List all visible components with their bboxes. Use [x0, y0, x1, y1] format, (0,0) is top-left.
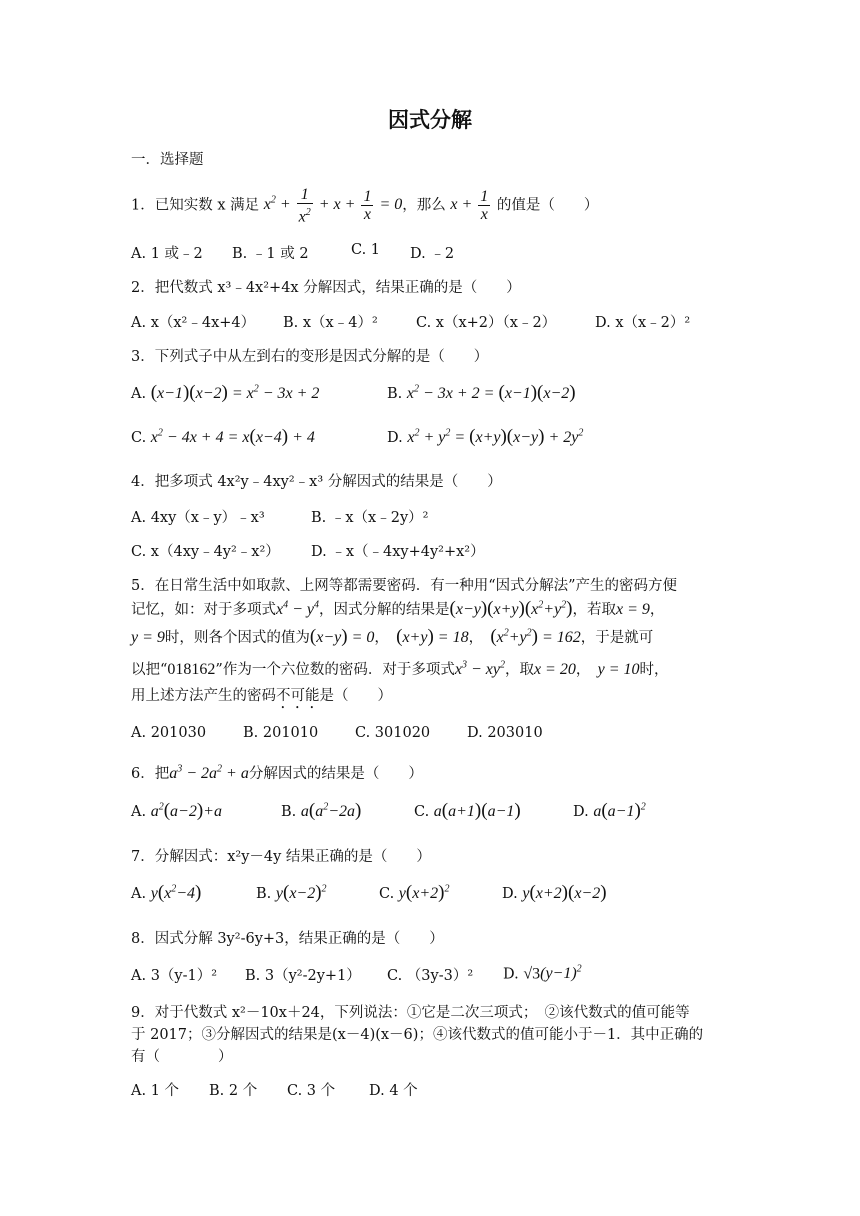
q3-options-row-1 [131, 382, 576, 404]
q1-option-d: D. ﹣2 [410, 246, 455, 262]
q3-option-d: D. $x^2 + y^2 = (x+y)(x-y) + 2y^2$ [387, 426, 584, 447]
q5-option-c: C. 301020 [355, 725, 431, 741]
q3-option-a: A. $(x-1)(x-2) = x^2 - 3x + 2$ [131, 382, 320, 403]
section-heading: 一．选择题 [131, 152, 204, 168]
q8-option-b: B. 3（y²-2y+1） [245, 968, 361, 984]
q1-equation: $x^2$ + $\frac{1}{x^2}$ + x + $\frac{1}{x}$ = 0 [263, 186, 403, 226]
q9-line-2: 于 2017；③分解因式的结果是(x－4)(x－6)；④该代数式的值可能小于－1．其中正确的 [131, 1027, 704, 1043]
q4-option-c: C. x（4xy﹣4y²﹣x²） [131, 544, 280, 560]
q1-expression: x + $\frac{1}{x}$ [450, 188, 489, 224]
q1-option-a: A. 1 或﹣2 [131, 246, 203, 262]
question-4: 4．把多项式 4x²y﹣4xy²﹣x³ 分解因式的结果是（ ） [131, 474, 502, 490]
q9-option-c: C. 3 个 [287, 1083, 336, 1099]
q7-option-a: A. $y(x^2-4)$ [131, 882, 202, 903]
q2-option-b: B. x（x﹣4）² [283, 315, 378, 331]
q6-options [131, 800, 646, 822]
q5-line-1: 5．在日常生活中如取款、上网等都需要密码．有一种用“因式分解法”产生的密码方便 [131, 578, 678, 594]
q2-option-c: C. x（x+2）（x﹣2） [416, 315, 557, 331]
q1-prefix: 1．已知实数 x 满足 [131, 197, 260, 214]
q2-options [131, 311, 691, 332]
q4-option-d: D. ﹣x（﹣4xy+4y²+x²） [311, 544, 485, 560]
q3-option-b: B. $x^2 - 3x + 2 = (x-1)(x-2)$ [387, 382, 576, 403]
q5-line-4: 以把“018162”作为一个六位数的密码．对于多项式$x^3 - xy^2$，取x = 20， y = 10时， [131, 659, 669, 678]
q9-option-d: D. 4 个 [369, 1083, 418, 1099]
question-3: 3．下列式子中从左到右的变形是因式分解的是（ ） [131, 349, 489, 365]
q5-option-b: B. 201010 [243, 725, 319, 741]
q7-option-d: D. y(x+2)(x−2) [502, 882, 607, 903]
question-6: 6．把$a^3 - 2a^2 + a$分解因式的结果是（ ） [131, 763, 423, 782]
q9-option-a: A. 1 个 [131, 1083, 180, 1099]
question-1 [131, 186, 598, 225]
q2-option-a: A. x（x²﹣4x+4） [131, 315, 256, 331]
q9-option-b: B. 2 个 [209, 1083, 258, 1099]
q1-option-c: C. 1 [351, 242, 381, 258]
question-2: 2．把代数式 x³﹣4x²+4x 分解因式，结果正确的是（ ） [131, 280, 521, 296]
q8-option-c: C. （3y-3）² [387, 968, 474, 984]
q9-line-1: 9．对于代数式 x²－10x＋24，下列说法：①它是二次三项式； ②该代数式的值可能等 [131, 1005, 690, 1021]
q6-option-d: D. $a(a-1)^2$ [573, 800, 646, 821]
q7-options [131, 882, 607, 904]
question-8: 8．因式分解 3y²-6y+3，结果正确的是（ ） [131, 931, 444, 947]
q8-option-a: A. 3（y-1）² [131, 968, 218, 984]
q5-line-5: 用上述方法产生的密码不可能是（ ） [131, 688, 392, 704]
q5-line-3: y = 9时，则各个因式的值为(x−y) = 0， (x+y) = 18， $(x^2+y^2) = 162$，于是就可 [131, 626, 654, 647]
q1-suffix: 的值是（ ） [496, 197, 599, 214]
q1-options [131, 242, 455, 263]
q4-options-row-2 [131, 540, 485, 561]
q8-option-d: D. $√3(y-1)^2$ [503, 964, 582, 983]
q6-option-c: C. a(a+1)(a−1) [414, 800, 521, 821]
q7-option-b: B. $y(x-2)^2$ [256, 882, 327, 903]
q2-option-d: D. x（x﹣2）² [595, 315, 691, 331]
q3-option-c: C. $x^2 - 4x + 4 = x(x-4) + 4$ [131, 426, 315, 447]
question-7: 7．分解因式：x²y－4y 结果正确的是（ ） [131, 849, 431, 865]
q9-options [131, 1079, 418, 1100]
q5-option-a: A. 201030 [131, 725, 207, 741]
q5-option-d: D. 203010 [467, 725, 543, 741]
q4-options-row-1 [131, 506, 429, 527]
q3-options-row-2 [131, 426, 584, 448]
q4-option-a: A. 4xy（x﹣y）﹣x³ [131, 510, 265, 526]
q6-option-a: A. $a^2(a-2)+a$ [131, 800, 222, 821]
q4-option-b: B. ﹣x（x﹣2y）² [311, 510, 429, 526]
q5-options [131, 725, 543, 741]
q8-options [131, 964, 582, 985]
q6-option-b: B. $a(a^2-2a)$ [281, 800, 362, 821]
q9-line-3: 有（ ） [131, 1049, 233, 1065]
q1-mid: ，那么 [402, 197, 446, 214]
page-title: 因式分解 [388, 108, 472, 132]
q1-option-b: B. ﹣1 或 2 [232, 246, 309, 262]
q7-option-c: C. $y(x+2)^2$ [379, 882, 450, 903]
q5-line-2: 记忆，如：对于多项式$x^4 - y^4$，因式分解的结果是$(x-y)(x+y)(x^2+y^2)$，若取x = 9， [131, 598, 665, 619]
